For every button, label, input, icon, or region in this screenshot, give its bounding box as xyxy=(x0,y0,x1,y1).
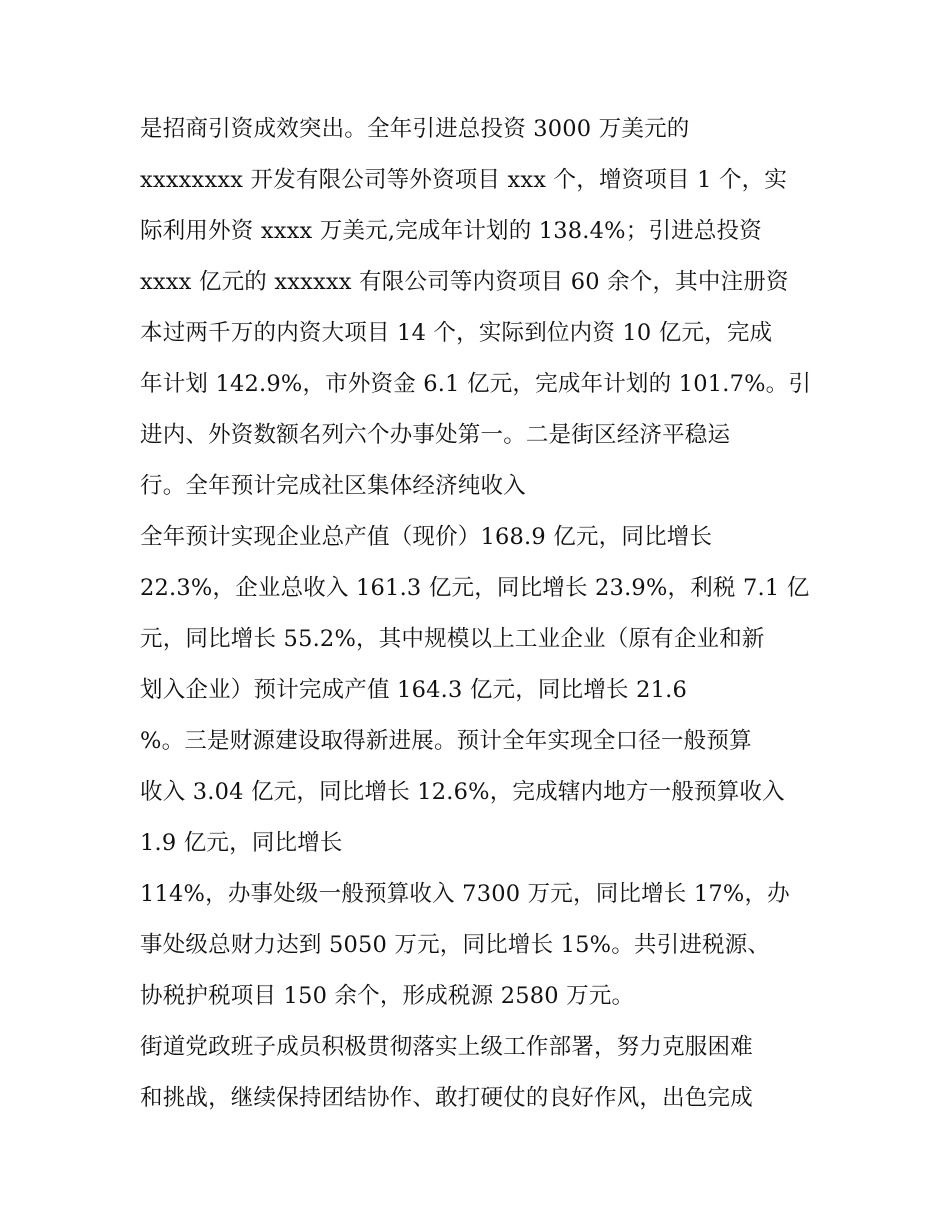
text-line: 事处级总财力达到 5050 万元，同比增长 15%。共引进税源、 xyxy=(140,932,771,958)
text-line: 1.9 亿元，同比增长 xyxy=(140,830,343,856)
text-line: 全年预计实现企业总产值（现价）168.9 亿元，同比增长 xyxy=(140,524,713,550)
text-line: 收入 3.04 亿元，同比增长 12.6%，完成辖内地方一般预算收入 xyxy=(140,779,785,805)
text-line: 进内、外资数额名列六个办事处第一。二是街区经济平稳运 xyxy=(140,422,731,448)
text-line: xxxxxxxx 开发有限公司等外资项目 xxx 个，增资项目 1 个，实 xyxy=(140,167,788,193)
text-line: 年计划 142.9%，市外资金 6.1 亿元，完成年计划的 101.7%。引 xyxy=(140,371,812,397)
text-line: 本过两千万的内资大项目 14 个，实际到位内资 10 亿元，完成 xyxy=(140,320,773,346)
text-line: 22.3%，企业总收入 161.3 亿元，同比增长 23.9%，利税 7.1 亿 xyxy=(140,575,810,601)
body-text xyxy=(140,104,830,1124)
text-line: 114%，办事处级一般预算收入 7300 万元，同比增长 17%，办 xyxy=(140,881,790,907)
text-line: %。三是财源建设取得新进展。预计全年实现全口径一般预算 xyxy=(140,728,752,754)
text-line: 是招商引资成效突出。全年引进总投资 3000 万美元的 xyxy=(140,116,690,142)
text-line: 和挑战，继续保持团结协作、敢打硬仗的良好作风，出色完成 xyxy=(140,1085,753,1111)
text-line: 街道党政班子成员积极贯彻落实上级工作部署，努力克服困难 xyxy=(140,1034,753,1060)
text-line: 元，同比增长 55.2%，其中规模以上工业企业（原有企业和新 xyxy=(140,626,765,652)
text-line: 行。全年预计完成社区集体经济纯收入 xyxy=(140,473,526,499)
text-line: xxxx 亿元的 xxxxxx 有限公司等内资项目 60 余个，其中注册资 xyxy=(140,269,789,295)
text-line: 协税护税项目 150 余个，形成税源 2580 万元。 xyxy=(140,983,635,1009)
text-line: 际利用外资 xxxx 万美元,完成年计划的 138.4%；引进总投资 xyxy=(140,218,762,244)
text-line: 划入企业）预计完成产值 164.3 亿元，同比增长 21.6 xyxy=(140,677,687,703)
